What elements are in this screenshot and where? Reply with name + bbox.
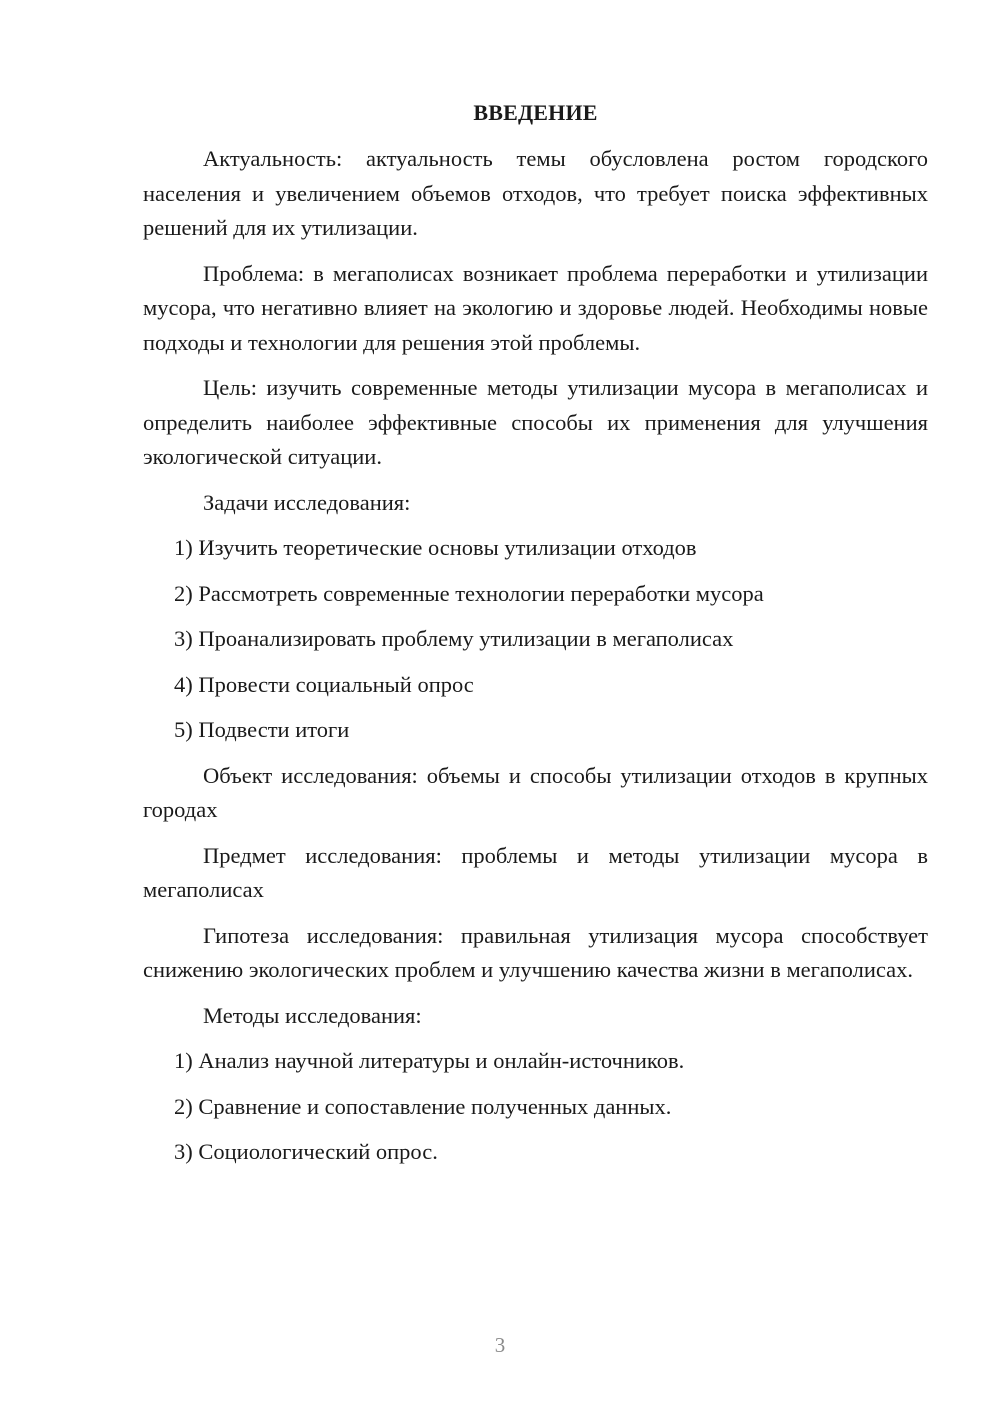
document-page [143, 96, 928, 1181]
object-paragraph: Объект исследования: объемы и способы утилизации отходов в крупных городах [143, 762, 928, 822]
subject-paragraph: Предмет исследования: проблемы и методы утилизации мусора в мегаполисах [143, 842, 928, 902]
list-item: 4) Провести социальный опрос [174, 671, 474, 697]
list-item: 2) Рассмотреть современные технологии переработки мусора [174, 580, 764, 606]
page-number: 3 [494, 1333, 506, 1357]
list-item: 5) Подвести итоги [174, 717, 350, 742]
list-item: 3) Социологический опрос. [174, 1139, 438, 1164]
section-title: ВВЕДЕНИЕ [473, 100, 598, 125]
relevance-paragraph: Актуальность: актуальность темы обусловлена ростом городского населения и увеличением объемов отходов, что требует поиска эффективных решений для их утилизации. [143, 146, 928, 240]
methods-label: Методы исследования: [203, 1002, 422, 1028]
hypothesis-paragraph: Гипотеза исследования: правильная утилизация мусора способствует снижению экологических проблем и улучшению качества жизни в мегаполисах. [143, 922, 928, 982]
goal-paragraph: Цель: изучить современные методы утилизации мусора в мегаполисах и определить наиболее эффективные способы их применения для улучшения экологической ситуации. [143, 375, 928, 469]
list-item: 2) Сравнение и сопоставление полученных данных. [174, 1093, 672, 1119]
problem-paragraph: Проблема: в мегаполисах возникает проблема переработки и утилизации мусора, что негативно влияет на экологию и здоровье людей. Необходимы новые подходы и технологии для решения этой проблемы. [143, 260, 928, 355]
list-item: 1) Анализ научной литературы и онлайн-источников. [174, 1048, 685, 1073]
methods-list [143, 1044, 928, 1170]
list-item: 1) Изучить теоретические основы утилизации отходов [174, 535, 697, 560]
list-item: 3) Проанализировать проблему утилизации в мегаполисах [174, 626, 734, 651]
tasks-list [143, 531, 928, 748]
tasks-label: Задачи исследования: [203, 489, 411, 515]
